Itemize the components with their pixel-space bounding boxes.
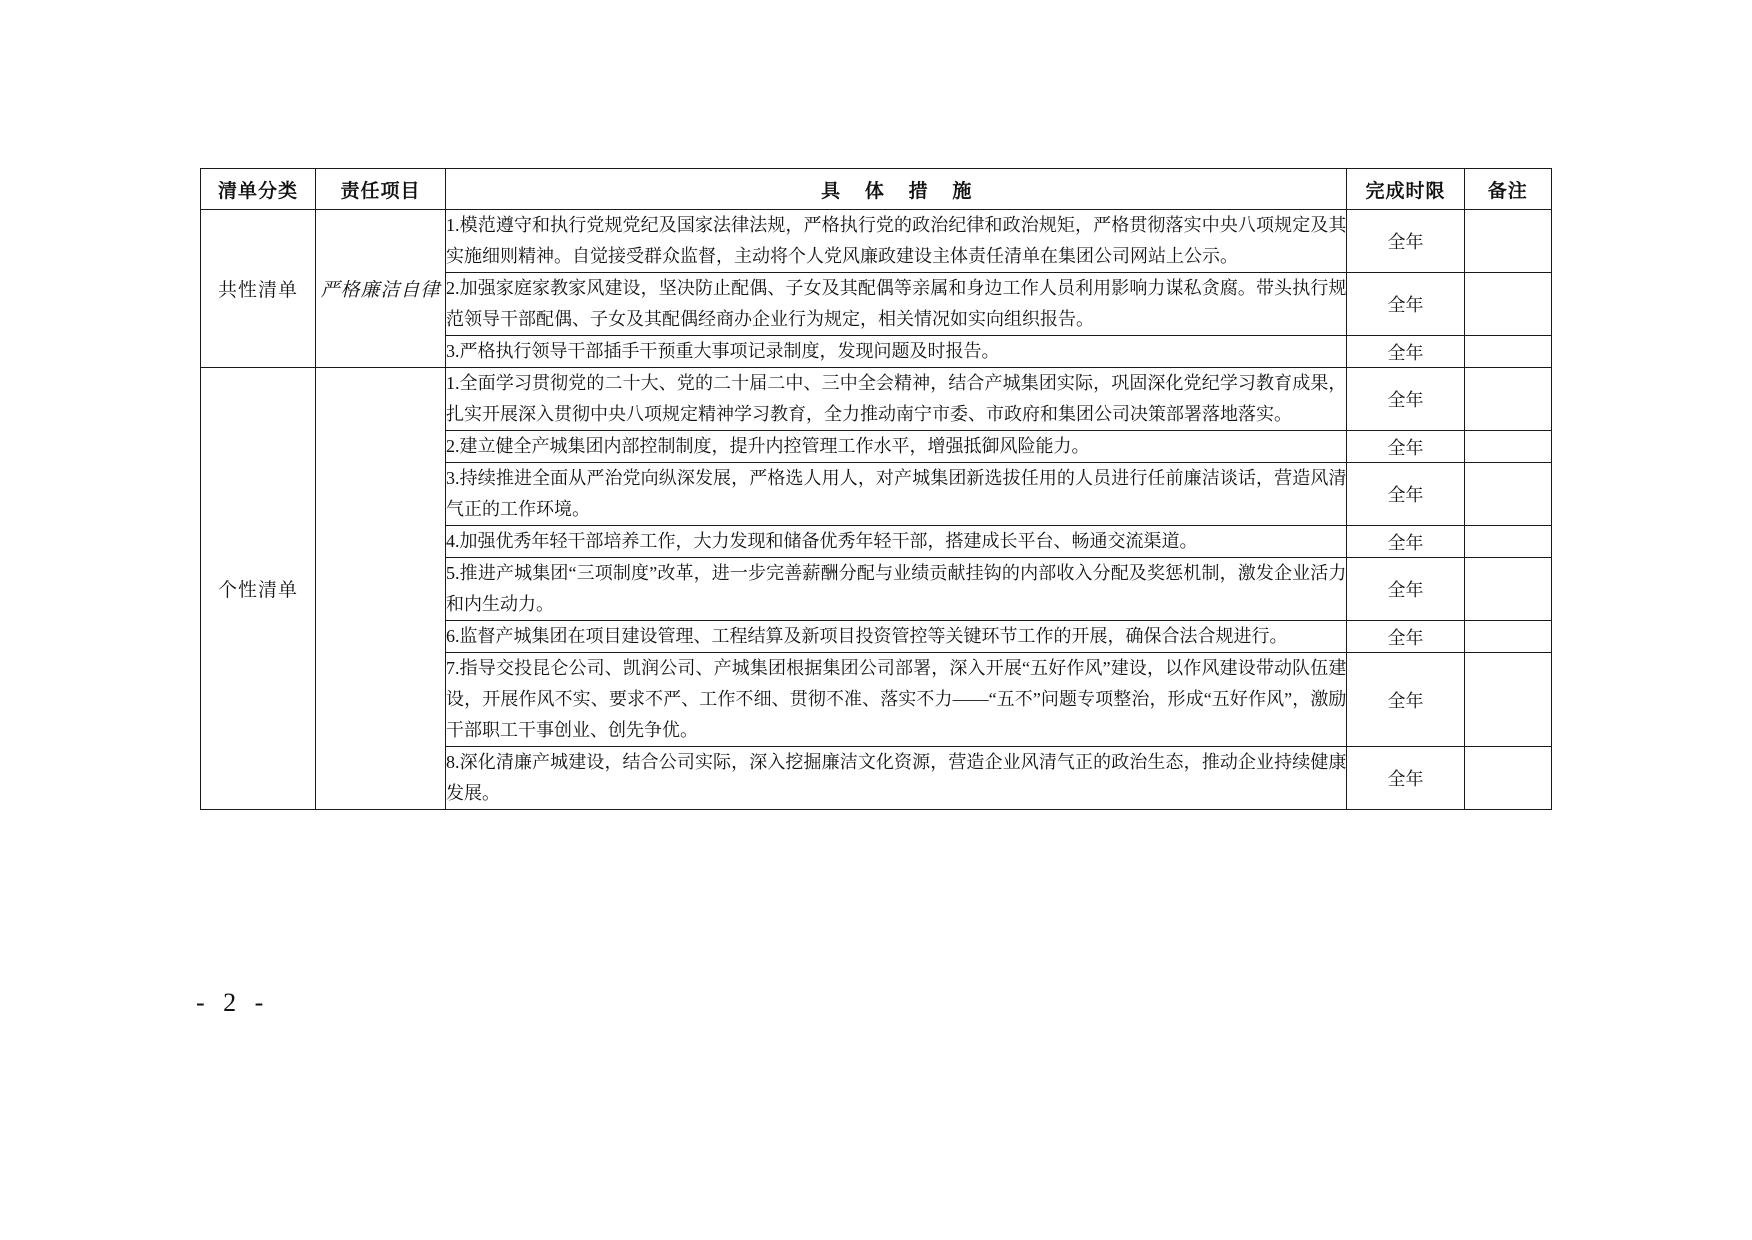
cell-deadline: 全年 <box>1347 747 1464 810</box>
cell-item-self-discipline: 严格廉洁自律 <box>316 210 446 368</box>
cell-deadline: 全年 <box>1347 463 1464 526</box>
cell-remark <box>1464 336 1551 368</box>
header-measures: 具 体 措 施 <box>446 169 1347 210</box>
cell-deadline: 全年 <box>1347 368 1464 431</box>
cell-measure: 1.全面学习贯彻党的二十大、党的二十届二中、三中全会精神，结合产城集团实际，巩固深化党纪学习教育成果，扎实开展深入贯彻中央八项规定精神学习教育，全力推动南宁市委、市政府和集团公司决策部署落地落实。 <box>446 368 1347 431</box>
cell-remark <box>1464 526 1551 558</box>
cell-remark <box>1464 273 1551 336</box>
cell-measure: 6.监督产城集团在项目建设管理、工程结算及新项目投资管控等关键环节工作的开展，确保合法合规进行。 <box>446 621 1347 653</box>
table-header-row <box>201 169 1552 210</box>
responsibility-list-table <box>200 168 1552 810</box>
header-category: 清单分类 <box>201 169 316 210</box>
cell-measure: 4.加强优秀年轻干部培养工作，大力发现和储备优秀年轻干部，搭建成长平台、畅通交流渠道。 <box>446 526 1347 558</box>
cell-deadline: 全年 <box>1347 558 1464 621</box>
cell-remark <box>1464 621 1551 653</box>
cell-measure: 7.指导交投昆仑公司、凯润公司、产城集团根据集团公司部署，深入开展“五好作风”建设，以作风建设带动队伍建设，开展作风不实、要求不严、工作不细、贯彻不准、落实不力——“五不”问题专项整治，形成“五好作风”，激励干部职工干事创业、创先争优。 <box>446 653 1347 747</box>
cell-remark <box>1464 368 1551 431</box>
cell-remark <box>1464 558 1551 621</box>
cell-remark <box>1464 210 1551 273</box>
header-item: 责任项目 <box>316 169 446 210</box>
cell-measure: 2.加强家庭家教家风建设，坚决防止配偶、子女及其配偶等亲属和身边工作人员利用影响力谋私贪腐。带头执行规范领导干部配偶、子女及其配偶经商办企业行为规定，相关情况如实向组织报告。 <box>446 273 1347 336</box>
page-number: - 2 - <box>196 988 270 1017</box>
table-row <box>201 210 1552 273</box>
header-remark: 备注 <box>1464 169 1551 210</box>
header-deadline: 完成时限 <box>1347 169 1464 210</box>
cell-deadline: 全年 <box>1347 336 1464 368</box>
cell-deadline: 全年 <box>1347 526 1464 558</box>
table-row <box>201 368 1552 431</box>
cell-measure: 3.持续推进全面从严治党向纵深发展，严格选人用人，对产城集团新选拔任用的人员进行任前廉洁谈话，营造风清气正的工作环境。 <box>446 463 1347 526</box>
cell-deadline: 全年 <box>1347 273 1464 336</box>
cell-deadline: 全年 <box>1347 210 1464 273</box>
cell-remark <box>1464 653 1551 747</box>
cell-deadline: 全年 <box>1347 653 1464 747</box>
cell-category-common: 共性清单 <box>201 210 316 368</box>
cell-item-individual <box>316 368 446 810</box>
cell-measure: 3.严格执行领导干部插手干预重大事项记录制度，发现问题及时报告。 <box>446 336 1347 368</box>
cell-category-individual: 个性清单 <box>201 368 316 810</box>
cell-remark <box>1464 431 1551 463</box>
cell-remark <box>1464 463 1551 526</box>
cell-measure: 5.推进产城集团“三项制度”改革，进一步完善薪酬分配与业绩贡献挂钩的内部收入分配及奖惩机制，激发企业活力和内生动力。 <box>446 558 1347 621</box>
cell-measure: 8.深化清廉产城建设，结合公司实际，深入挖掘廉洁文化资源，营造企业风清气正的政治生态，推动企业持续健康发展。 <box>446 747 1347 810</box>
cell-remark <box>1464 747 1551 810</box>
cell-deadline: 全年 <box>1347 621 1464 653</box>
cell-measure: 1.模范遵守和执行党规党纪及国家法律法规，严格执行党的政治纪律和政治规矩，严格贯彻落实中央八项规定及其实施细则精神。自觉接受群众监督，主动将个人党风廉政建设主体责任清单在集团公司网站上公示。 <box>446 210 1347 273</box>
cell-deadline: 全年 <box>1347 431 1464 463</box>
cell-measure: 2.建立健全产城集团内部控制制度，提升内控管理工作水平，增强抵御风险能力。 <box>446 431 1347 463</box>
